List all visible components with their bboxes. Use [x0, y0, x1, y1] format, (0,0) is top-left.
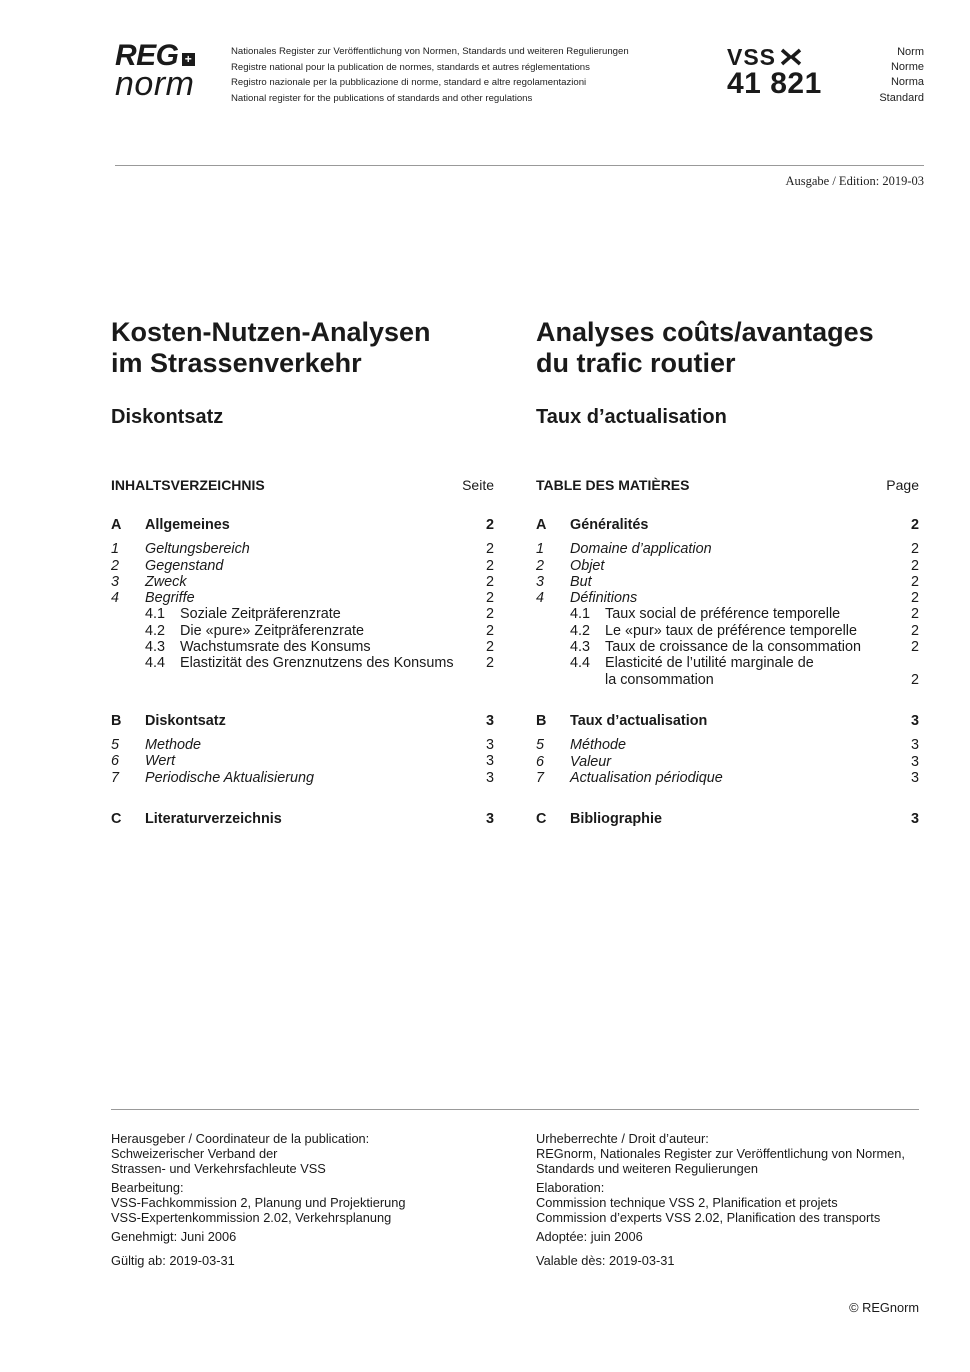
toc-title: Die «pure» Zeitpräferenzrate — [180, 622, 364, 639]
toc-page-label: Seite — [462, 477, 494, 493]
toc-title: Bibliographie — [570, 811, 662, 828]
toc-page: 3 — [910, 737, 919, 754]
adopted-date: Adoptée: juin 2006 — [536, 1229, 643, 1244]
toc-title: Wert — [145, 753, 176, 770]
footer-line: Strassen- und Verkehrsfachleute VSS — [111, 1161, 326, 1176]
toc-item[interactable] — [536, 770, 919, 786]
norm-label-fr: Norme — [890, 61, 924, 74]
logo-reg-text: REG — [115, 39, 179, 72]
register-description — [231, 44, 629, 106]
toc-title: Méthode — [570, 737, 627, 754]
toc-title: Begriffe — [145, 590, 195, 607]
footer-divider — [111, 1109, 919, 1110]
toc-page: 2 — [485, 639, 494, 656]
toc-item[interactable] — [536, 574, 919, 590]
toc-title: Actualisation périodique — [570, 769, 723, 786]
toc-title: Diskontsatz — [145, 712, 226, 729]
toc-page: 3 — [910, 769, 919, 786]
toc-title: Periodische Aktualisierung — [145, 769, 315, 786]
toc-page: 2 — [910, 590, 919, 607]
norm-label-en: Standard — [879, 91, 924, 104]
toc-page: 2 — [485, 606, 494, 623]
toc-subitem[interactable] — [536, 623, 919, 639]
toc-number: 3 — [111, 573, 120, 590]
toc-page: 2 — [910, 671, 919, 688]
toc-number: A — [536, 517, 547, 533]
toc-subitem[interactable] — [111, 655, 494, 671]
toc-page: 2 — [485, 517, 494, 533]
toc-title: Geltungsbereich — [145, 541, 250, 558]
footer-line: Commission d’experts VSS 2.02, Planification des transports — [536, 1210, 881, 1225]
toc-number: 4.1 — [145, 606, 166, 623]
toc-number: 1 — [111, 541, 120, 558]
toc-item[interactable] — [536, 590, 919, 606]
edition-date: Ausgabe / Edition: 2019-03 — [785, 174, 924, 188]
toc-number: 4 — [536, 590, 545, 607]
toc-title: Gegenstand — [145, 557, 224, 574]
page-title-de — [111, 317, 511, 379]
toc-page: 2 — [910, 606, 919, 623]
toc-number: C — [536, 811, 547, 828]
footer-line: Standards und weiteren Regulierungen — [536, 1161, 758, 1176]
valid-date: Valable dès: 2019-03-31 — [536, 1253, 675, 1268]
elaboration-block — [536, 1180, 936, 1225]
toc-number: 4 — [111, 590, 120, 607]
logo-plus-icon: + — [182, 53, 195, 66]
norm-label-it: Norma — [890, 76, 924, 89]
toc-title: Taux social de préférence temporelle — [605, 606, 841, 623]
toc-subitem[interactable] — [111, 623, 494, 639]
toc-title: Literaturverzeichnis — [145, 810, 282, 827]
toc-page: 2 — [910, 573, 919, 590]
toc-item[interactable] — [111, 590, 494, 606]
toc-page: 3 — [485, 769, 494, 786]
toc-section[interactable] — [536, 713, 919, 729]
toc-section[interactable] — [111, 713, 494, 729]
title-line: Analyses coûts/avantages — [536, 317, 874, 347]
toc-page: 2 — [485, 557, 494, 574]
toc-title: Le «pur» taux de préférence temporelle — [605, 622, 857, 639]
footer-line: Urheberrechte / Droit d’auteur: — [536, 1131, 709, 1146]
toc-page: 2 — [485, 590, 494, 607]
copyright-block — [536, 1131, 936, 1176]
norm-label-de: Norm — [897, 46, 924, 58]
toc-number: 4.3 — [145, 639, 166, 656]
toc-number: 4.1 — [570, 606, 591, 623]
footer-line: VSS-Expertenkommission 2.02, Verkehrsplanung — [111, 1210, 392, 1225]
footer-line: Bearbeitung: — [111, 1180, 184, 1195]
toc-page: 3 — [485, 712, 494, 729]
toc-number: 7 — [111, 769, 120, 786]
toc-title: Valeur — [570, 753, 612, 770]
toc-title: Wachstumsrate des Konsums — [180, 639, 371, 656]
toc-page: 2 — [910, 557, 919, 574]
toc-section[interactable] — [111, 811, 494, 827]
toc-subitem[interactable] — [536, 655, 919, 671]
toc-page: 2 — [485, 622, 494, 639]
title-line: du trafic routier — [536, 348, 736, 378]
toc-item[interactable] — [536, 558, 919, 574]
copyright-notice: © REGnorm — [849, 1300, 919, 1315]
toc-title: la consommation — [605, 671, 714, 688]
register-line: Registro nazionale per la pubblicazione di norme, standard e altre regolamentazioni — [231, 77, 587, 88]
toc-title: Généralités — [570, 517, 649, 533]
toc-item[interactable] — [111, 574, 494, 590]
footer-line: Herausgeber / Coordinateur de la publication: — [111, 1131, 370, 1146]
toc-number: 4.2 — [145, 622, 166, 639]
toc-number: 4.3 — [570, 639, 591, 656]
toc-title: Objet — [570, 557, 605, 574]
toc-page: 2 — [485, 541, 494, 558]
toc-section[interactable] — [111, 517, 494, 533]
toc-page: 3 — [910, 712, 919, 729]
toc-title: Domaine d’application — [570, 541, 712, 558]
toc-page: 2 — [910, 541, 919, 558]
footer-line: Schweizerischer Verband der — [111, 1146, 278, 1161]
toc-number: 2 — [111, 557, 120, 574]
processing-block — [111, 1180, 511, 1225]
toc-title: But — [570, 573, 592, 590]
toc-item[interactable] — [111, 753, 494, 769]
subtitle-fr: Taux d’actualisation — [536, 406, 727, 428]
norm-languages — [879, 45, 924, 106]
approved-date: Genehmigt: Juni 2006 — [111, 1229, 237, 1244]
toc-number: 3 — [536, 573, 545, 590]
toc-subitem-continuation[interactable] — [536, 672, 919, 688]
toc-section[interactable] — [536, 517, 919, 533]
standard-number: 41 821 — [727, 67, 822, 100]
toc-title: Allgemeines — [145, 517, 230, 533]
toc-number: 1 — [536, 541, 545, 558]
toc-title: Elastizität des Grenznutzens des Konsums — [180, 655, 454, 672]
regnorm-logo — [115, 39, 215, 103]
toc-subitem[interactable] — [111, 606, 494, 622]
toc-title: Soziale Zeitpräferenzrate — [180, 606, 341, 623]
toc-page: 2 — [910, 517, 919, 533]
toc-item[interactable] — [111, 558, 494, 574]
toc-subitem[interactable] — [111, 639, 494, 655]
toc-page: 3 — [485, 753, 494, 770]
toc-number: 4.2 — [570, 622, 591, 639]
toc-title: Taux d’actualisation — [570, 712, 708, 729]
publisher-block — [111, 1131, 511, 1176]
toc-page: 3 — [485, 736, 494, 753]
toc-page-label: Page — [886, 477, 919, 493]
footer-fr — [536, 1131, 936, 1272]
toc-header — [536, 477, 919, 501]
footer-line: Elaboration: — [536, 1180, 605, 1195]
toc-header — [111, 477, 494, 501]
register-line: Nationales Register zur Veröffentlichung von Normen, Standards und weiteren Regulierungen — [231, 46, 629, 57]
subtitle-de: Diskontsatz — [111, 406, 224, 428]
toc-heading: TABLE DES MATIÈRES — [536, 477, 690, 493]
footer-line: Commission technique VSS 2, Planification et projets — [536, 1195, 838, 1210]
toc-number: 5 — [536, 737, 545, 754]
toc-item[interactable] — [536, 541, 919, 557]
toc-title: Taux de croissance de la consommation — [605, 639, 861, 656]
toc-number: 4.4 — [570, 655, 591, 672]
toc-subitem[interactable] — [536, 639, 919, 655]
vss-arrow-icon — [778, 46, 804, 68]
toc-title: Définitions — [570, 590, 638, 607]
toc-title: Elasticité de l’utilité marginale de — [605, 655, 814, 672]
toc-page: 3 — [910, 811, 919, 828]
title-line: im Strassenverkehr — [111, 348, 362, 378]
toc-de — [111, 477, 494, 827]
toc-item[interactable] — [536, 754, 919, 770]
toc-page: 3 — [485, 810, 494, 827]
toc-page: 3 — [910, 753, 919, 770]
toc-title: Methode — [145, 736, 202, 753]
footer-de — [111, 1131, 511, 1272]
logo-norm-text: norm — [115, 65, 195, 103]
toc-page: 2 — [910, 622, 919, 639]
header-divider — [115, 165, 924, 166]
toc-subitem[interactable] — [536, 606, 919, 622]
page-title-fr — [536, 317, 936, 379]
toc-number: B — [111, 712, 122, 729]
valid-date: Gültig ab: 2019-03-31 — [111, 1253, 235, 1268]
toc-section[interactable] — [536, 811, 919, 827]
toc-number: 7 — [536, 769, 545, 786]
toc-title: Zweck — [145, 573, 187, 590]
toc-item[interactable] — [111, 737, 494, 753]
toc-item[interactable] — [536, 737, 919, 753]
register-line: Registre national pour la publication de normes, standards et autres réglementations — [231, 61, 590, 73]
toc-item[interactable] — [111, 541, 494, 557]
toc-number: 2 — [536, 557, 545, 574]
toc-number: 4.4 — [145, 655, 166, 672]
vss-logo-text: VSS — [727, 44, 777, 70]
footer-line: REGnorm, Nationales Register zur Veröffentlichung von Normen, — [536, 1146, 905, 1161]
toc-number: C — [111, 810, 122, 827]
toc-number: A — [111, 517, 122, 533]
toc-page: 2 — [485, 655, 494, 672]
toc-heading: INHALTSVERZEICHNIS — [111, 477, 265, 493]
toc-number: B — [536, 712, 547, 729]
toc-number: 6 — [536, 753, 545, 770]
toc-item[interactable] — [111, 770, 494, 786]
toc-number: 6 — [111, 753, 120, 770]
register-line: National register for the publications of standards and other regulations — [231, 92, 533, 104]
toc-page: 2 — [485, 573, 494, 590]
title-line: Kosten-Nutzen-Analysen — [111, 317, 431, 347]
toc-page: 2 — [910, 639, 919, 656]
vss-standard-id — [727, 45, 822, 99]
toc-fr — [536, 477, 919, 827]
footer-line: VSS-Fachkommission 2, Planung und Projektierung — [111, 1195, 406, 1210]
toc-number: 5 — [111, 736, 120, 753]
